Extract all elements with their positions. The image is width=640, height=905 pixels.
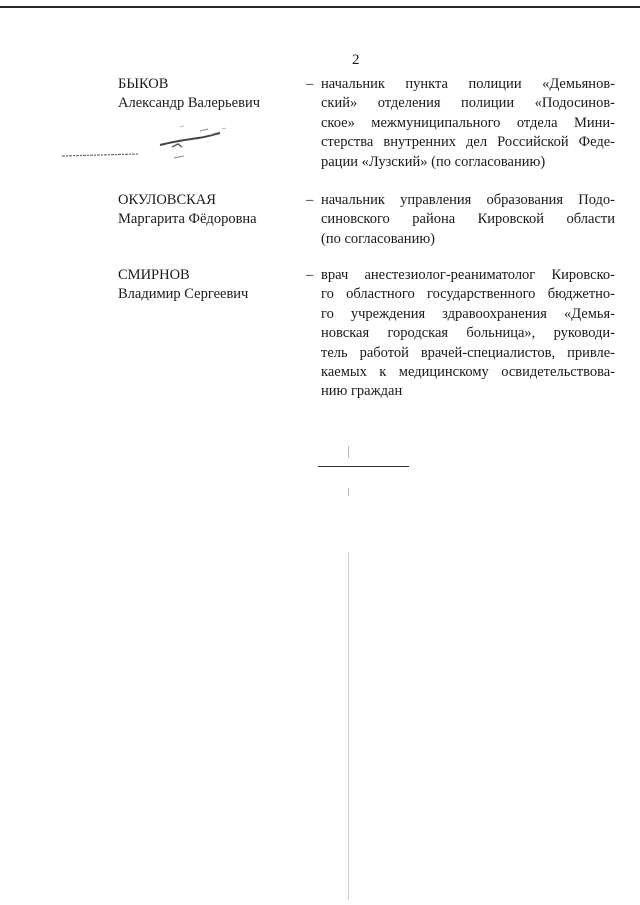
member-surname: ОКУЛОВСКАЯ	[118, 192, 216, 208]
member-name-block	[118, 191, 293, 229]
position-line: начальник пункта полиции «Демьянов-	[321, 76, 615, 92]
member-name-block	[118, 75, 293, 113]
position-line: тель работой врачей-специалистов, привле-	[321, 344, 615, 361]
position-line: рации «Лузский» (по согласованию)	[321, 153, 546, 170]
position-line: врач анестезиолог-реаниматолог Кировско-	[321, 267, 615, 283]
member-given-names: Владимир Сергеевич	[118, 286, 249, 302]
position-line: каемых к медицинскому освидетельствова-	[321, 364, 615, 381]
member-name-block	[118, 266, 293, 304]
position-line: ский» отделения полиции «Подосинов-	[321, 95, 615, 112]
position-line: начальник управления образования Подо-	[321, 192, 615, 208]
position-line: нию граждан	[321, 383, 403, 400]
member-given-names: Александр Валерьевич	[118, 95, 260, 111]
position-line: го учреждения здравоохранения «Демья-	[321, 305, 615, 322]
separator-dash: –	[306, 76, 314, 92]
separator-dash: –	[306, 192, 314, 208]
position-line: синовского района Кировской области	[321, 211, 615, 228]
top-border-line	[0, 6, 640, 8]
page-number: 2	[352, 52, 360, 68]
closing-rule	[318, 466, 409, 467]
member-position	[321, 266, 615, 402]
position-line: ское» межмуниципального отдела Мини-	[321, 114, 615, 131]
scan-artifact-line	[348, 446, 349, 458]
member-position	[321, 191, 615, 249]
scan-artifact-line	[348, 488, 349, 496]
signature-scribble	[60, 125, 240, 165]
member-surname: СМИРНОВ	[118, 267, 190, 283]
member-surname: БЫКОВ	[118, 76, 169, 92]
scan-artifact-line	[348, 552, 349, 900]
position-line: новская городская больница», руководи-	[321, 325, 615, 342]
member-given-names: Маргарита Фёдоровна	[118, 211, 257, 227]
member-position	[321, 75, 615, 172]
position-line: го областного государственного бюджетно-	[321, 286, 615, 303]
position-line: стерства внутренних дел Российской Феде-	[321, 134, 615, 151]
separator-dash: –	[306, 267, 314, 283]
position-line: (по согласованию)	[321, 230, 435, 247]
